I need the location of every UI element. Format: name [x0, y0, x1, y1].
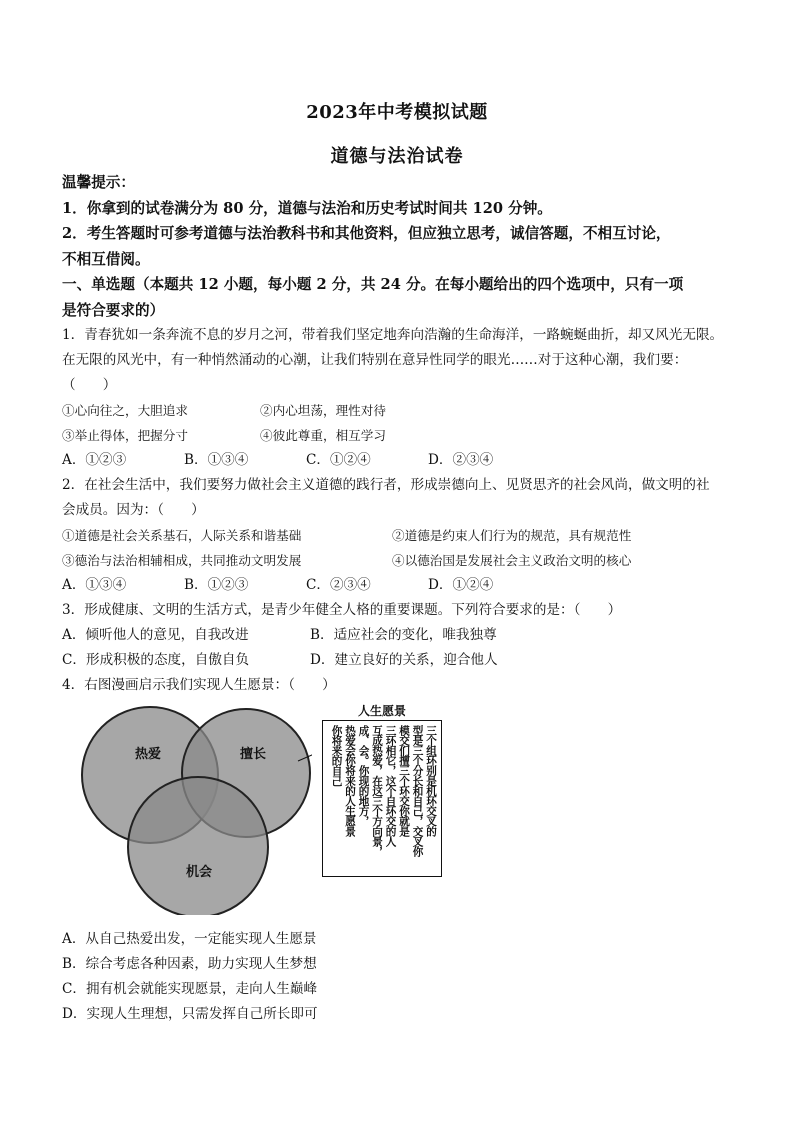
statement: ④彼此尊重，相互学习 — [260, 428, 386, 443]
question-stem: 会成员。因为：（ ） — [62, 502, 205, 518]
panel-column: 你将来的自己 — [330, 725, 343, 786]
panel-title: 人生愿景 — [357, 704, 406, 718]
option-b: B．①②③ — [184, 577, 249, 593]
question-stem: 在无限的风光中，有一种悄然涌动的心潮，让我们特别在意异性同学的眼光……对于这种心潮，我们要： — [62, 352, 688, 368]
option-d: D．建立良好的关系，迎合他人 — [310, 652, 498, 668]
page-title: 2023年中考模拟试题 — [306, 102, 488, 123]
statement: ①道德是社会关系基石，人际关系和谐基础 — [62, 528, 302, 543]
section-heading: 是符合要求的） — [62, 301, 165, 319]
option-a: A．①③④ — [62, 577, 127, 593]
statement: ③德治与法治相辅相成，共同推动文明发展 — [62, 553, 302, 568]
tip-item: 2．考生答题时可参考道德与法治教科书和其他资料，但应独立思考，诚信答题，不相互讨论， — [62, 225, 671, 242]
exam-content — [62, 170, 752, 1027]
statement-row — [62, 423, 752, 448]
options-row — [62, 623, 752, 648]
options-row — [62, 448, 752, 473]
panel-column: 型是三个分长和自己，交叉你 — [411, 725, 424, 857]
option-a: A．①②③ — [62, 452, 127, 468]
section-heading: 一、单选题（本题共 12 小题，每小题 2 分，共 24 分。在每小题给出的四个选项中，只有一项 — [62, 276, 684, 293]
statement-row — [62, 523, 752, 548]
venn-label-opportunity: 机会 — [186, 865, 213, 880]
page-subtitle: 道德与法治试卷 — [330, 146, 464, 167]
panel-column: 三个组环别是机环交叉的 — [425, 725, 437, 837]
question-2 — [62, 473, 752, 598]
option-c: C．形成积极的态度，自傲自负 — [62, 652, 250, 668]
option-a: A．倾听他人的意见，自我改进 — [62, 627, 249, 643]
option-a: A．从自己热爱出发，一定能实现人生愿景 — [62, 931, 317, 947]
venn-circle-opportunity — [128, 777, 268, 915]
option-b: B．①③④ — [184, 452, 249, 468]
question-4 — [62, 673, 752, 1027]
option-d: D．②③④ — [428, 452, 494, 468]
statement-row — [62, 548, 752, 573]
statement: ④以德治国是发展社会主义政治文明的核心 — [392, 553, 632, 568]
question-stem: 1．青春犹如一条奔流不息的岁月之河，带着我们坚定地奔向浩瀚的生命海洋，一路蜿蜒曲折，却又风光无限。 — [62, 327, 724, 343]
option-c: C．拥有机会就能实现愿景，走向人生巅峰 — [62, 981, 318, 997]
panel-column: 成、会。你现的地方， — [357, 725, 370, 826]
option-b: B．适应社会的变化，唯我独尊 — [310, 627, 497, 643]
options-row — [62, 573, 752, 598]
panel-text — [330, 725, 437, 873]
panel-column: 三环相它，这个自环交的人 — [384, 725, 397, 847]
option-d: D．实现人生理想，只需发挥自己所长即可 — [62, 1006, 318, 1022]
vision-panel — [322, 702, 442, 877]
question-1 — [62, 323, 752, 473]
statement: ②道德是约束人们行为的规范，具有规范性 — [392, 528, 632, 543]
cartoon-figure — [74, 702, 474, 927]
answer-blank: （ ） — [62, 377, 117, 393]
panel-box — [322, 720, 442, 877]
tips-heading: 温馨提示： — [62, 174, 135, 191]
venn-diagram — [80, 703, 312, 915]
question-stem: 2．在社会生活中，我们要努力做社会主义道德的践行者，形成崇德向上、见贤思齐的社会风尚，做文明的社 — [62, 477, 710, 493]
panel-column: 热爱会你将来的人生愿景 — [344, 725, 356, 837]
option-c: C．①②④ — [306, 452, 371, 468]
statement-row — [62, 398, 752, 423]
venn-label-strength: 擅长 — [240, 747, 267, 762]
venn-label-love: 热爱 — [135, 747, 162, 762]
question-stem: 3．形成健康、文明的生活方式，是青少年健全人格的重要课题。下列符合要求的是：（ ） — [62, 602, 622, 618]
options-row — [62, 648, 752, 673]
panel-column: 互成热爱，在这三个方向景， — [371, 725, 383, 857]
option-d: D．①②④ — [428, 577, 494, 593]
option-b: B．综合考虑各种因素，助力实现人生梦想 — [62, 956, 317, 972]
tip-item: 不相互借阅。 — [62, 250, 150, 268]
question-stem: 4．右图漫画启示我们实现人生愿景：（ ） — [62, 677, 336, 693]
panel-column: 模交们擅三个环交你就是 — [398, 725, 410, 837]
option-c: C．②③④ — [306, 577, 371, 593]
tip-item: 1．你拿到的试卷满分为 80 分，道德与法治和历史考试时间共 120 分钟。 — [62, 199, 552, 217]
statement: ①心向往之，大胆追求 — [62, 403, 188, 418]
question-3 — [62, 598, 752, 673]
statement: ②内心坦荡，理性对待 — [260, 403, 386, 418]
statement: ③举止得体，把握分寸 — [62, 428, 188, 443]
